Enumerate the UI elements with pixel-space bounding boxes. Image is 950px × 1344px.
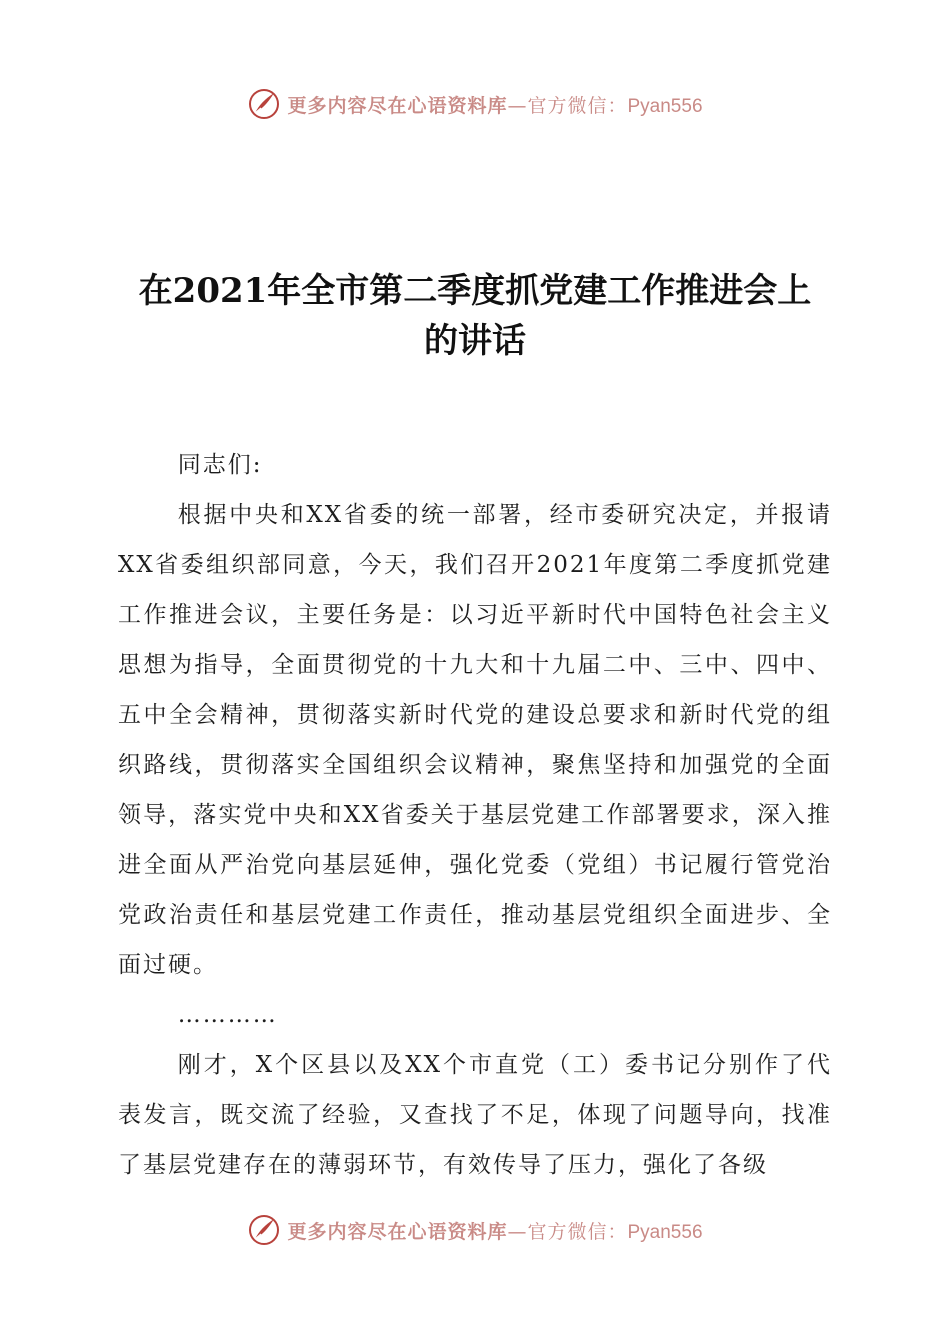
watermark-text <box>287 91 702 118</box>
header-watermark <box>0 84 950 124</box>
paragraph-2: 刚才，X个区县以及XX个市直党（工）委书记分别作了代表发言，既交流了经验，又查找了不足，体现了问题导向，找准了基层党建存在的薄弱环节，有效传导了压力，强化了各级 <box>118 1052 832 1178</box>
quill-logo-icon <box>247 87 281 121</box>
watermark-text <box>287 1217 702 1244</box>
quill-logo-icon <box>247 1213 281 1247</box>
watermark-separator: — <box>507 1220 528 1243</box>
watermark-wechat-id: Pyan556 <box>627 1221 703 1243</box>
paragraph-1: 根据中央和XX省委的统一部署，经市委研究决定，并报请XX省委组织部同意，今天，我们召开2021年度第二季度抓党建工作推进会议，主要任务是：以习近平新时代中国特色社会主义思想为指导，全面贯彻党的十九大和十九届二中、三中、四中、五中全会精神，贯彻落实新时代党的建设总要求和新时代党的组织路线，贯彻落实全国组织会议精神，聚焦坚持和加强党的全面领导，落实党中央和XX省委关于基层党建工作部署要求，深入推进全面从严治党向基层延伸，强化党委（党组）书记履行管党治党政治责任和基层党建工作责任，推动基层党组织全面进步、全面过硬。 <box>118 502 832 978</box>
salutation: 同志们: <box>177 452 263 478</box>
watermark-main-text: 更多内容尽在心语资料库 <box>287 94 508 117</box>
watermark-separator: — <box>507 94 528 117</box>
title-line-2: 的讲话 <box>424 321 526 361</box>
watermark-wechat-id: Pyan556 <box>627 95 703 117</box>
watermark-main-text: 更多内容尽在心语资料库 <box>287 1220 508 1243</box>
watermark-sub-text: 官方微信： <box>527 1220 628 1243</box>
footer-watermark <box>0 1210 950 1250</box>
document-body <box>118 440 832 1190</box>
watermark-sub-text: 官方微信： <box>527 94 628 117</box>
document-title <box>110 266 840 366</box>
ellipsis-line: ………… <box>177 1002 278 1028</box>
title-line-1: 在2021年全市第二季度抓党建工作推进会上 <box>138 271 812 311</box>
